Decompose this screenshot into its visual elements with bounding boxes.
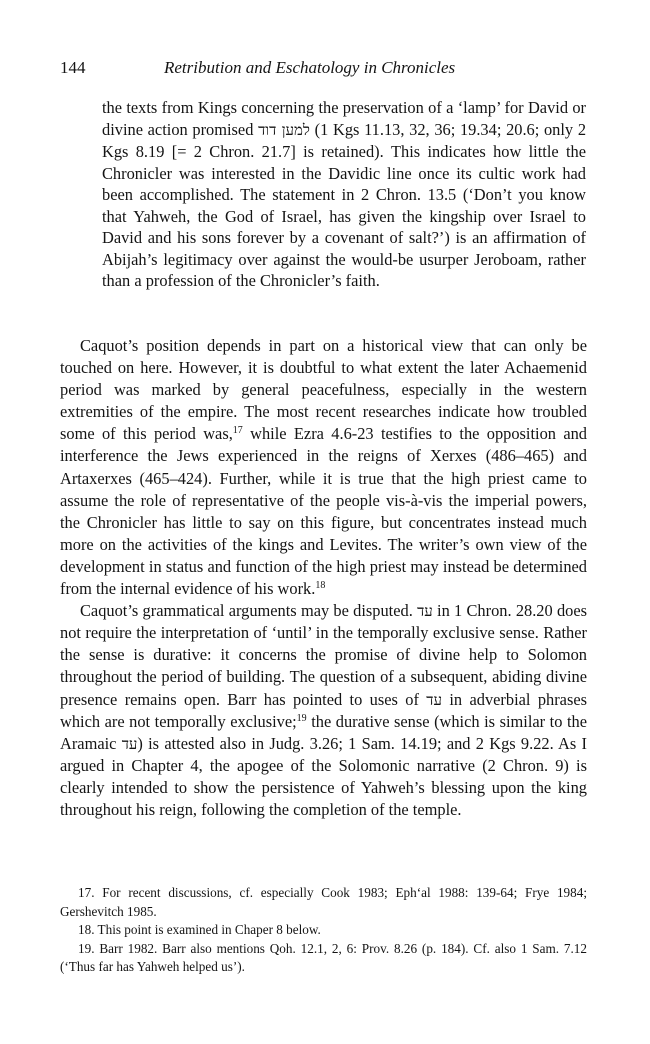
block-quote-text-2: (1 Kgs 11.13, 32, 36; 19.34; 20.6; only 2 Kgs 8.19 [= 2 Chron. 21.7] is retained). This indicates how little the Chronicler was interested in the Davidic line once its cultic work had been accomplished. The statement in 2 Chron. 13.5 (‘Don’t you know that Yahweh, the God of Israel, has given the kingship over Israel to David and his sons forever by a covenant of salt?’) is an affirmation of Abijah’s legitimacy over against the would-be usurper Jeroboam, rather than a profession of the Chronicler’s faith. — [102, 119, 587, 290]
footnote-ref-18[interactable]: 18 — [315, 580, 326, 592]
footnote-18: 18. This point is examined in Chaper 8 below. — [78, 922, 321, 937]
paragraph-1 — [60, 335, 587, 600]
paragraph-2-text-2: in 1 Chron. 28.20 does not require the interpretation of ‘until’ in the temporally exclusive sense. Rather the sense is durative: it concerns the promise of divine help to Solomon throughout the period of building. The question of a subsequent, abiding divine presence remains open. Barr has pointed to uses of — [60, 601, 587, 709]
hebrew-word: עד — [426, 690, 442, 709]
footnote-19: 19. Barr 1982. Barr also mentions Qoh. 12.1, 2, 6: Prov. 8.26 (p. 184). Cf. also 1 Sam. 7.12 (‘Thus far has Yahweh helped us’). — [60, 940, 587, 974]
page-number: 144 — [60, 58, 86, 77]
footnote-ref-19[interactable]: 19 — [296, 712, 307, 724]
paragraph-1-text-1: Caquot’s position depends in part on a historical view that can only be touched on here. However, it is doubtful to what extent the later Achaemenid period was marked by general peacefulness, especially in the western extremities of the empire. The most recent researches indicate how troubled some of this period was, — [60, 336, 587, 444]
body-text — [60, 335, 587, 821]
block-quote-text-1: the texts from Kings concerning the preservation of a ‘lamp’ for David or divine action promised — [102, 98, 586, 139]
footnote-ref-17[interactable]: 17 — [232, 425, 243, 437]
paragraph-2-text-4: the durative sense (which is similar to the Aramaic — [60, 711, 587, 753]
hebrew-word: עד — [417, 602, 433, 621]
paragraph-2-text-3: in adverbial phrases which are not temporally exclusive; — [60, 689, 587, 731]
block-quote — [102, 97, 586, 292]
hebrew-word: עד — [121, 734, 138, 753]
paragraph-1-text-2: while Ezra 4.6-23 testifies to the opposition and interference the Jews experienced in the reigns of Xerxes (486–465) and Artaxerxes (465–424). Further, while it is true that the high priest came to assume the role of representative of the people vis-à-vis the imperial powers, the Chronicler has little to say on this figure, but concentrates instead much more on the activities of the kings and Levites. The writer’s own view of the development in status and function of the high priest may instead be determined from the internal evidence of his work. — [60, 424, 587, 599]
footnotes — [60, 884, 587, 977]
running-head: Retribution and Eschatology in Chronicles — [164, 58, 456, 77]
paragraph-2-text-5: ) is attested also in Judg. 3.26; 1 Sam. 14.19; and 2 Kgs 9.22. As I argued in Chapter 4, the apogee of the Solomonic narrative (2 Chron. 9) is clearly intended to show the persistence of Yahweh’s blessing upon the king throughout his reign, following the completion of the temple. — [60, 733, 587, 819]
paragraph-2-text-1: Caquot’s grammatical arguments may be disputed. — [80, 601, 418, 621]
paragraph-2 — [60, 600, 587, 821]
footnote-17: 17. For recent discussions, cf. especially Cook 1983; Eph‘al 1988: 139-64; Frye 1984; Gershevitch 1985. — [60, 885, 587, 919]
hebrew-phrase: למען דוד — [258, 120, 310, 139]
